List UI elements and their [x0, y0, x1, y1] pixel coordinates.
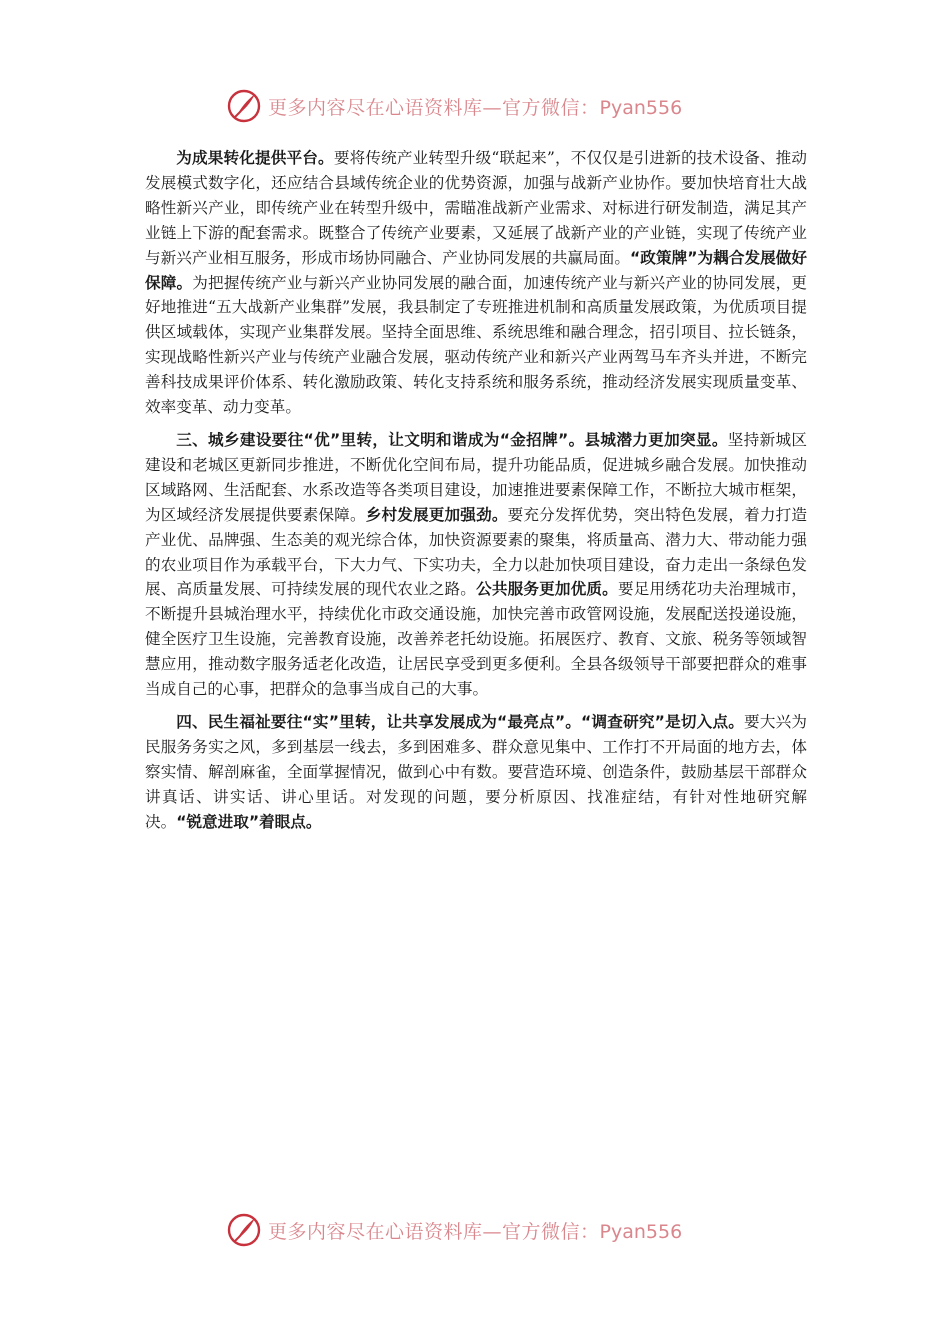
footer-banner: [226, 1210, 746, 1250]
banner-text-cn: 更多内容尽在心语资料库—官方微信：: [268, 1220, 600, 1243]
bold-heading: 四、民生福祉要往“实”里转，让共享发展成为“最亮点”。“调查研究”是切入点。: [176, 712, 745, 731]
paragraph: [145, 428, 807, 702]
body-text: 要将传统产业转型升级“联起来”，不仅仅是引进新的技术设备、推动发展模式数字化，还应结合县域传统企业的优势资源，加强与战新产业协作。要加快培育壮大战略性新兴产业，即传统产业在转型升级中，需瞄准战新产业需求、对标进行研发制造，满足其产业链上下游的配套需求。既整合了传统产业要素，又延展了战新产业的产业链，实现了传统产业与新兴产业相互服务，形成市场协同融合、产业协同发展的共赢局面。: [145, 149, 807, 267]
bold-heading: “锐意进取”着眼点。: [176, 812, 322, 831]
banner-text: [268, 1217, 682, 1244]
paragraph: [145, 710, 807, 835]
bold-heading: 为成果转化提供平台。: [176, 149, 334, 167]
paragraph: [145, 146, 807, 420]
bold-heading: 三、城乡建设要往“优”里转，让文明和谐成为“金招牌”。县城潜力更加突显。: [176, 430, 728, 449]
body-text: 要足用绣花功夫治理城市，不断提升县城治理水平，持续优化市政交通设施，加快完善市政管网设施，发展配送投递设施，健全医疗卫生设施，完善教育设施，改善养老托幼设施。拓展医疗、教育、文旅、税务等领域智慧应用，推动数字服务适老化改造，让居民享受到更多便利。全县各级领导干部要把群众的难事当成自己的心事，把群众的急事当成自己的大事。: [145, 580, 807, 699]
body-text: 坚持新城区建设和老城区更新同步推进，不断优化空间布局，提升功能品质，促进城乡融合发展。加快推动区域路网、生活配套、水系改造等各类项目建设，加速推进要素保障工作，不断拉大城市框架，为区域经济发展提供要素保障。: [145, 430, 807, 524]
header-banner: [226, 86, 746, 126]
feather-pen-logo-icon: [226, 88, 262, 124]
body-text: 为把握传统产业与新兴产业协同发展的融合面，加速传统产业与新兴产业的协同发展，更好地推进“五大战新产业集群”发展，我县制定了专班推进机制和高质量发展政策，为优质项目提供区域载体，实现产业集群发展。坚持全面思维、系统思维和融合理念，招引项目、拉长链条，实现战略性新兴产业与传统产业融合发展，驱动传统产业和新兴产业两驾马车齐头并进，不断完善科技成果评价体系、转化激励政策、转化支持系统和服务系统，推动经济发展实现质量变革、效率变革、动力变革。: [145, 273, 807, 417]
body-text: 要大兴为民服务务实之风，多到基层一线去，多到困难多、群众意见集中、工作打不开局面的地方去，体察实情、解剖麻雀，全面掌握情况，做到心中有数。要营造环境、创造条件，鼓励基层干部群众讲真话、讲实话、讲心里话。对发现的问题，要分析原因、找准症结，有针对性地研究解决。: [145, 712, 807, 831]
bold-heading: 公共服务更加优质。: [476, 580, 618, 599]
feather-pen-logo-icon: [226, 1212, 262, 1248]
banner-text-wechat-id: Pyan556: [599, 1220, 683, 1243]
banner-text-wechat-id: Pyan556: [599, 96, 683, 119]
bold-heading: “政策牌”为耦合发展做好保障。: [145, 248, 807, 292]
body-text: 要充分发挥优势，突出特色发展，着力打造产业优、品牌强、生态美的观光综合体，加快资源要素的聚集，将质量高、潜力大、带动能力强的农业项目作为承载平台，下大力气、下实功夫，全力以赴加快项目建设，奋力走出一条绿色发展、高质量发展、可持续发展的现代农业之路。: [145, 505, 807, 599]
document-body: [145, 146, 807, 834]
bold-heading: 乡村发展更加强劲。: [365, 505, 508, 524]
banner-text: [268, 93, 682, 120]
banner-text-cn: 更多内容尽在心语资料库—官方微信：: [268, 96, 600, 119]
